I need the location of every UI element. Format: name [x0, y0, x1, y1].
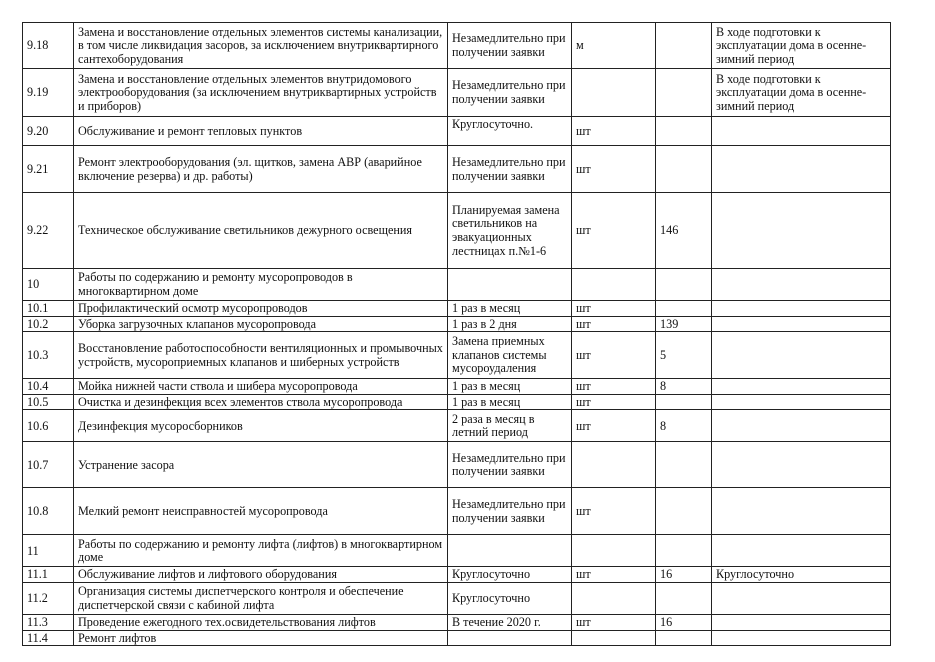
quantity — [656, 488, 712, 535]
work-period: Незамедлительно при получении заявки — [448, 146, 572, 193]
row-number: 9.19 — [23, 69, 74, 117]
quantity — [656, 442, 712, 488]
row-number: 9.22 — [23, 193, 74, 269]
table-row — [23, 69, 891, 117]
quantity — [656, 269, 712, 301]
unit: шт — [572, 488, 656, 535]
unit — [572, 630, 656, 646]
work-description: Мойка нижней части ствола и шибера мусоропровода — [74, 379, 448, 395]
work-description: Замена и восстановление отдельных элементов внутридомового электрооборудования (за исключением внутриквартирных устройств и приборов) — [74, 69, 448, 117]
work-period: 1 раз в месяц — [448, 379, 572, 395]
work-period: 1 раз в 2 дня — [448, 316, 572, 332]
row-number: 10.8 — [23, 488, 74, 535]
quantity: 8 — [656, 410, 712, 442]
work-period: Круглосуточно. — [448, 117, 572, 146]
unit: м — [572, 23, 656, 69]
note — [712, 582, 891, 614]
table-row — [23, 23, 891, 69]
table-row — [23, 582, 891, 614]
work-period: Замена приемных клапанов системы мусороудаления — [448, 332, 572, 379]
table-row — [23, 146, 891, 193]
quantity — [656, 301, 712, 317]
work-description: Устранение засора — [74, 442, 448, 488]
quantity — [656, 630, 712, 646]
unit — [572, 535, 656, 567]
document-page — [22, 22, 891, 646]
work-description: Замена и восстановление отдельных элементов системы канализации, в том числе ликвидация засоров, за исключением внутриквартирного сантехоборудования — [74, 23, 448, 69]
work-description: Работы по содержанию и ремонту мусоропроводов в многоквартирном доме — [74, 269, 448, 301]
unit: шт — [572, 146, 656, 193]
table-row — [23, 301, 891, 317]
work-description: Восстановление работоспособности вентиляционных и промывочных устройств, мусороприемных клапанов и шиберных устройств — [74, 332, 448, 379]
table-row — [23, 630, 891, 646]
note: В ходе подготовки к эксплуатации дома в осенне-зимний период — [712, 23, 891, 69]
row-number: 10.7 — [23, 442, 74, 488]
work-description: Ремонт электрооборудования (эл. щитков, замена АВР (аварийное включение резерва) и др. работы) — [74, 146, 448, 193]
note — [712, 488, 891, 535]
unit: шт — [572, 301, 656, 317]
work-period: Незамедлительно при получении заявки — [448, 442, 572, 488]
unit: шт — [572, 332, 656, 379]
work-period: В течение 2020 г. — [448, 614, 572, 630]
table-row — [23, 379, 891, 395]
table-row — [23, 117, 891, 146]
work-description: Проведение ежегодного тех.освидетельствования лифтов — [74, 614, 448, 630]
work-description: Работы по содержанию и ремонту лифта (лифтов) в многоквартирном доме — [74, 535, 448, 567]
work-description: Уборка загрузочных клапанов мусоропровода — [74, 316, 448, 332]
row-number: 10.2 — [23, 316, 74, 332]
work-period: Незамедлительно при получении заявки — [448, 23, 572, 69]
note — [712, 193, 891, 269]
row-number: 9.21 — [23, 146, 74, 193]
table-row — [23, 535, 891, 567]
note — [712, 269, 891, 301]
work-period: Круглосуточно — [448, 582, 572, 614]
work-period — [448, 269, 572, 301]
quantity: 139 — [656, 316, 712, 332]
work-period: 1 раз в месяц — [448, 394, 572, 410]
work-description: Мелкий ремонт неисправностей мусоропровода — [74, 488, 448, 535]
work-description: Дезинфекция мусоросборников — [74, 410, 448, 442]
note — [712, 332, 891, 379]
unit: шт — [572, 614, 656, 630]
row-number: 10.1 — [23, 301, 74, 317]
work-period: Круглосуточно — [448, 567, 572, 583]
work-period — [448, 535, 572, 567]
quantity — [656, 117, 712, 146]
work-description: Техническое обслуживание светильников дежурного освещения — [74, 193, 448, 269]
note — [712, 630, 891, 646]
quantity: 5 — [656, 332, 712, 379]
unit — [572, 442, 656, 488]
work-period: 2 раза в месяц в летний период — [448, 410, 572, 442]
row-number: 9.20 — [23, 117, 74, 146]
note — [712, 410, 891, 442]
quantity — [656, 69, 712, 117]
row-number: 11.3 — [23, 614, 74, 630]
quantity: 8 — [656, 379, 712, 395]
quantity — [656, 535, 712, 567]
row-number: 10 — [23, 269, 74, 301]
row-number: 9.18 — [23, 23, 74, 69]
unit: шт — [572, 410, 656, 442]
note: Круглосуточно — [712, 567, 891, 583]
row-number: 11 — [23, 535, 74, 567]
quantity — [656, 582, 712, 614]
unit: шт — [572, 567, 656, 583]
note — [712, 442, 891, 488]
unit: шт — [572, 316, 656, 332]
row-number: 10.6 — [23, 410, 74, 442]
work-description: Обслуживание и ремонт тепловых пунктов — [74, 117, 448, 146]
table-row — [23, 316, 891, 332]
unit: шт — [572, 193, 656, 269]
table-row — [23, 488, 891, 535]
unit: шт — [572, 117, 656, 146]
work-period: Незамедлительно при получении заявки — [448, 488, 572, 535]
table-row — [23, 410, 891, 442]
table-row — [23, 394, 891, 410]
note — [712, 379, 891, 395]
note — [712, 316, 891, 332]
quantity — [656, 146, 712, 193]
quantity — [656, 23, 712, 69]
note — [712, 117, 891, 146]
note — [712, 535, 891, 567]
unit — [572, 269, 656, 301]
work-description: Организация системы диспетчерского контроля и обеспечение диспетчерской связи с кабиной лифта — [74, 582, 448, 614]
quantity: 16 — [656, 567, 712, 583]
note — [712, 394, 891, 410]
table-row — [23, 567, 891, 583]
table-row — [23, 442, 891, 488]
work-description: Очистка и дезинфекция всех элементов ствола мусоропровода — [74, 394, 448, 410]
work-period: 1 раз в месяц — [448, 301, 572, 317]
work-description: Ремонт лифтов — [74, 630, 448, 646]
work-period: Планируемая замена светильников на эвакуационных лестницах п.№1-6 — [448, 193, 572, 269]
unit: шт — [572, 394, 656, 410]
quantity — [656, 394, 712, 410]
row-number: 10.5 — [23, 394, 74, 410]
row-number: 11.2 — [23, 582, 74, 614]
note — [712, 301, 891, 317]
unit: шт — [572, 379, 656, 395]
row-number: 10.4 — [23, 379, 74, 395]
note: В ходе подготовки к эксплуатации дома в осенне-зимний период — [712, 69, 891, 117]
row-number: 11.1 — [23, 567, 74, 583]
note — [712, 614, 891, 630]
quantity: 146 — [656, 193, 712, 269]
unit — [572, 69, 656, 117]
table-row — [23, 614, 891, 630]
unit — [572, 582, 656, 614]
table-row — [23, 332, 891, 379]
work-description: Профилактический осмотр мусоропроводов — [74, 301, 448, 317]
row-number: 11.4 — [23, 630, 74, 646]
note — [712, 146, 891, 193]
quantity: 16 — [656, 614, 712, 630]
works-table — [22, 22, 891, 646]
row-number: 10.3 — [23, 332, 74, 379]
work-description: Обслуживание лифтов и лифтового оборудования — [74, 567, 448, 583]
work-period: Незамедлительно при получении заявки — [448, 69, 572, 117]
table-row — [23, 269, 891, 301]
work-period — [448, 630, 572, 646]
table-row — [23, 193, 891, 269]
